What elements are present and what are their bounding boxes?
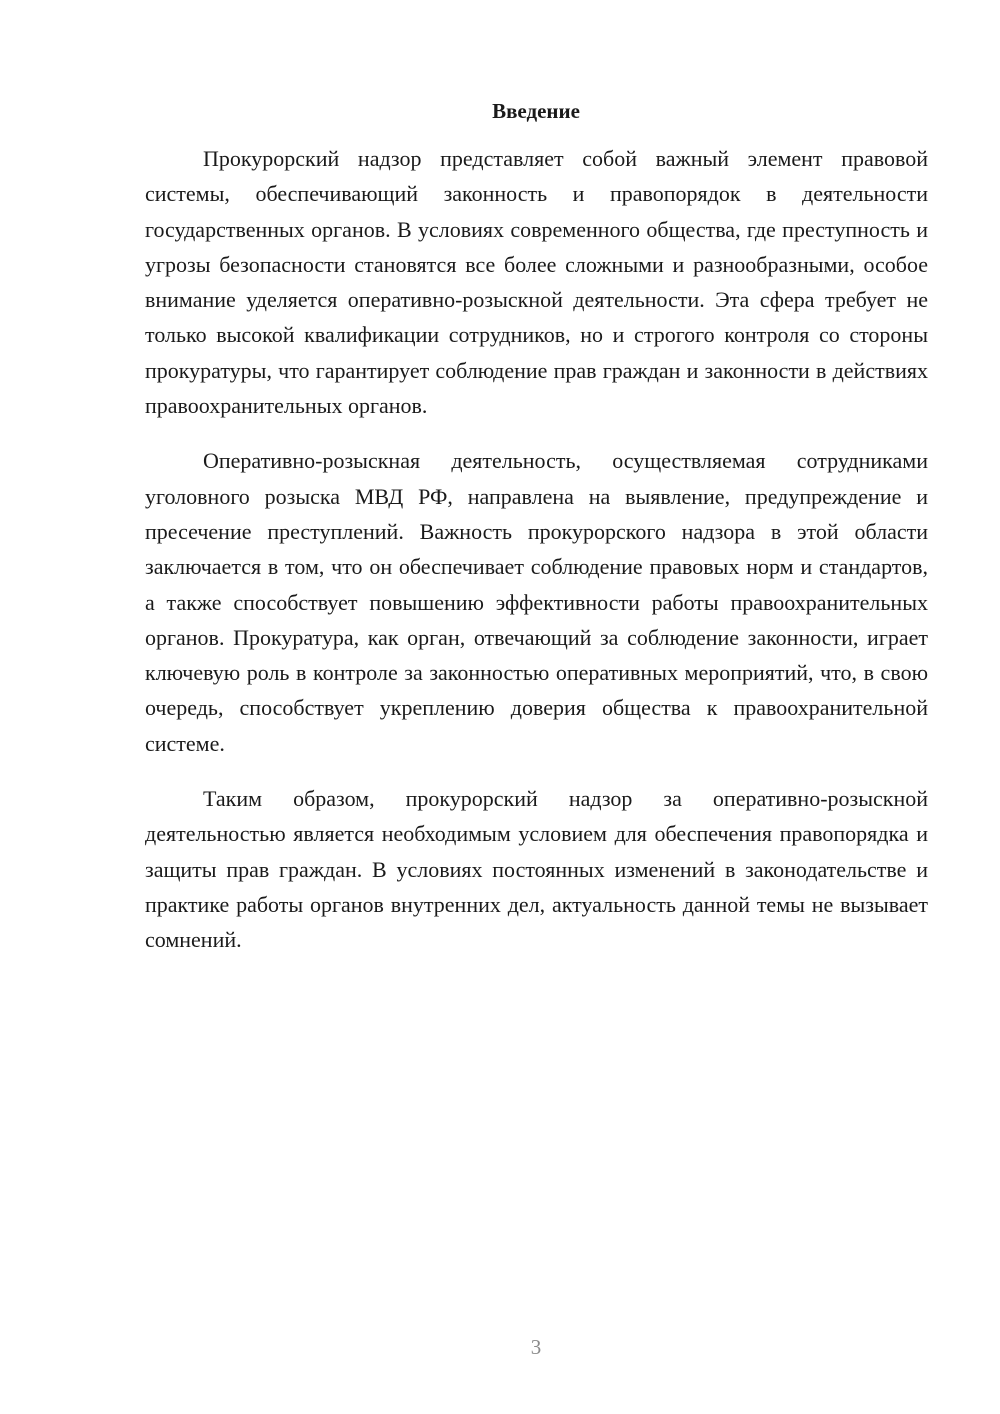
body-text <box>145 141 928 958</box>
section-heading: Введение <box>492 99 580 123</box>
paragraph-1: Прокурорский надзор представляет собой важный элемент правовой системы, обеспечивающий законность и правопорядок в деятельности государственных органов. В условиях современного общества, где преступность и угрозы безопасности становятся все более сложными и разнообразными, особое внимание уделяется оперативно-розыскной деятельности. Эта сфера требует не только высокой квалификации сотрудников, но и строгого контроля со стороны прокуратуры, что гарантирует соблюдение прав граждан и законности в действиях правоохранительных органов. <box>145 146 928 419</box>
page-number: 3 <box>530 1335 542 1359</box>
paragraph-3: Таким образом, прокурорский надзор за оперативно-розыскной деятельностью является необходимым условием для обеспечения правопорядка и защиты прав граждан. В условиях постоянных изменений в законодательстве и практике работы органов внутренних дел, актуальность данной темы не вызывает сомнений. <box>145 786 928 953</box>
paragraph-2: Оперативно-розыскная деятельность, осуществляемая сотрудниками уголовного розыска МВД РФ, направлена на выявление, предупреждение и пресечение преступлений. Важность прокурорского надзора в этой области заключается в том, что он обеспечивает соблюдение правовых норм и стандартов, а также способствует повышению эффективности работы правоохранительных органов. Прокуратура, как орган, отвечающий за соблюдение законности, играет ключевую роль в контроле за законностью оперативных мероприятий, что, в свою очередь, способствует укреплению доверия общества к правоохранительной системе. <box>145 448 928 756</box>
